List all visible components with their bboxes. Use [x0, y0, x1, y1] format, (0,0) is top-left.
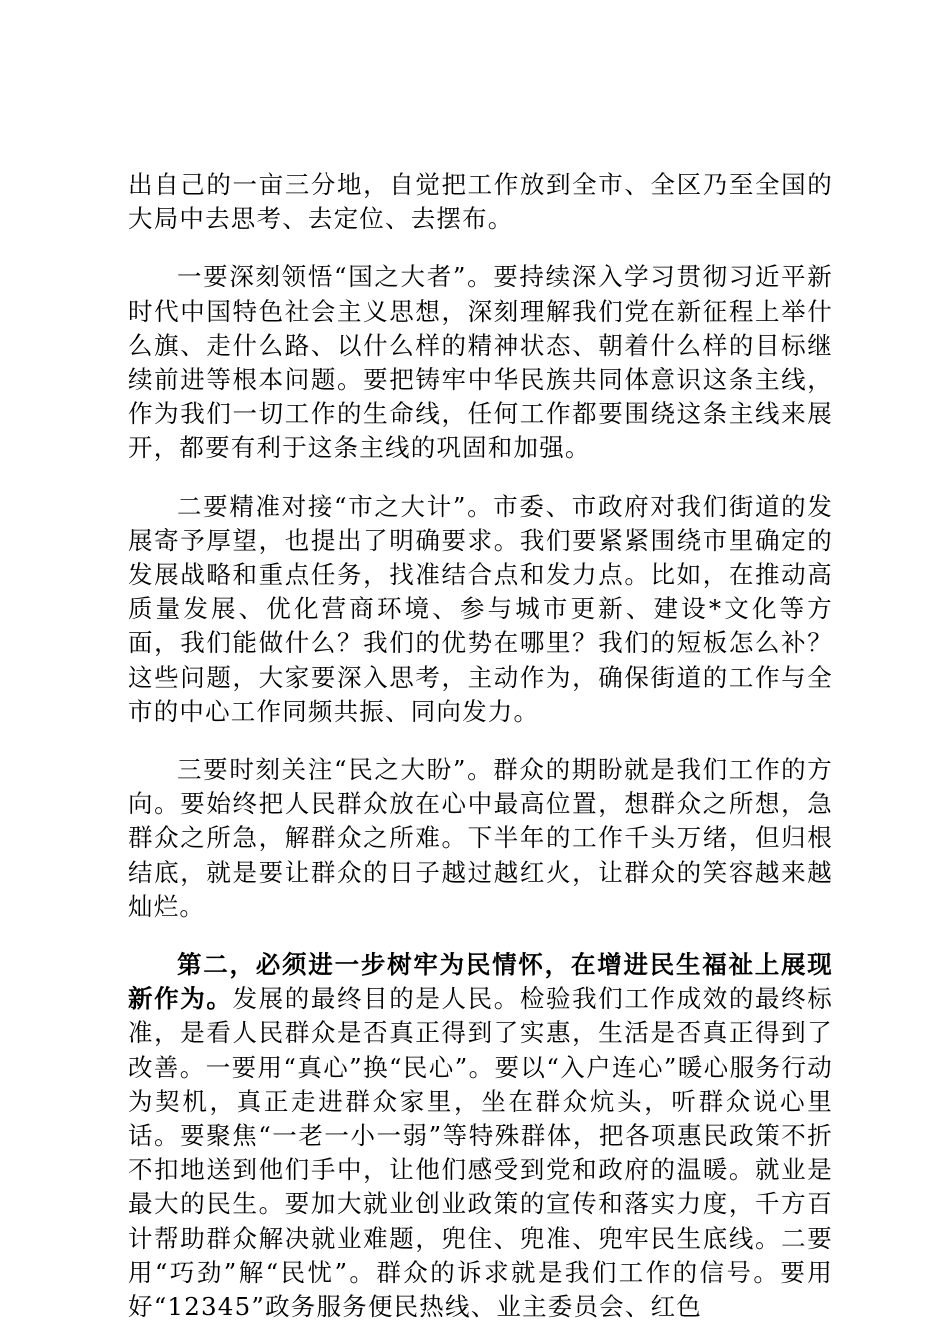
- body-text: [128, 168, 833, 1324]
- paragraph-text: 发展的最终目的是人民。检验我们工作成效的最终标准，是看人民群众是否真正得到了实惠，生活是否真正得到了改善。一要用“真心”换“民心”。要以“入户连心”暖心服务行动为契机，真正走进群众家里，坐在群众炕头，听群众说心里话。要聚焦“一老一小一弱”等特殊群体，把各项惠民政策不折不扣地送到他们手中，让他们感受到党和政府的温暖。就业是最大的民生。要加大就业创业政策的宣传和落实力度，千方百计帮助群众解决就业难题，兜住、兜准、兜牢民生底线。二要用“巧劲”解“民忧”。群众的诉求就是我们工作的信号。要用好“12345”政务服务便民热线、业主委员会、红色: [128, 984, 833, 1322]
- paragraph-text: 一要深刻领悟“国之大者”。要持续深入学习贯彻习近平新时代中国特色社会主义思想，深刻理解我们党在新征程上举什么旗、走什么路、以什么样的精神状态、朝着什么样的目标继续前进等根本问题。要把铸牢中华民族共同体意识这条主线，作为我们一切工作的生命线，任何工作都要围绕这条主线来展开，都要有利于这条主线的巩固和加强。: [128, 262, 833, 463]
- paragraph-continuation: [128, 168, 833, 236]
- paragraph-text: 出自己的一亩三分地，自觉把工作放到全市、全区乃至全国的大局中去思考、去定位、去摆布。: [128, 170, 833, 234]
- section-heading: 第二，必须进一步树牢为民情怀，在增进民生福祉上展现新作为。: [128, 950, 833, 1014]
- paragraph-text: 三要时刻关注“民之大盼”。群众的期盼就是我们工作的方向。要始终把人民群众放在心中最高位置，想群众之所想，急群众之所急，解群众之所难。下半年的工作千头万绪，但归根结底，就是要让群众的日子越过越红火，让群众的笑容越来越灿烂。: [128, 755, 833, 921]
- paragraph-guozhidazhe: [128, 260, 833, 465]
- paragraph-section-two: [128, 948, 833, 1324]
- paragraph-text: 二要精准对接“市之大计”。市委、市政府对我们街道的发展寄予厚望，也提出了明确要求。我们要紧紧围绕市里确定的发展战略和重点任务，找准结合点和发力点。比如，在推动高质量发展、优化营商环境、参与城市更新、建设*文化等方面，我们能做什么？我们的优势在哪里？我们的短板怎么补？这些问题，大家要深入思考，主动作为，确保街道的工作与全市的中心工作同频共振、同向发力。: [128, 491, 833, 726]
- paragraph-shizhidaji: [128, 490, 833, 729]
- paragraph-minzhidapan: [128, 753, 833, 924]
